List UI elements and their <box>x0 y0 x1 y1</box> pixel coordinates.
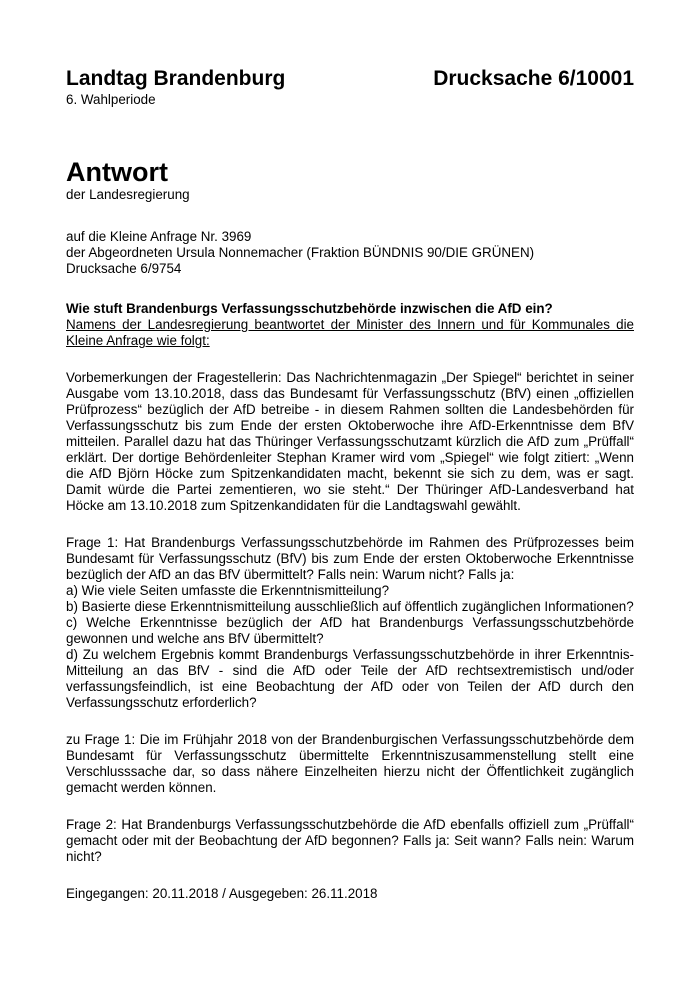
question-title: Wie stuft Brandenburgs Verfassungsschutzbehörde inzwischen die AfD ein? <box>66 301 553 316</box>
question-2-text: Frage 2: Hat Brandenburgs Verfassungsschutzbehörde die AfD ebenfalls offiziell zum „Prüffall“ gemacht oder mit der Beobachtung der AfD begonnen? Falls ja: Seit wann? Falls nein: Warum nicht? <box>66 817 634 864</box>
document-page <box>66 66 634 902</box>
inquiry-line: auf die Kleine Anfrage Nr. 3969 <box>66 229 252 244</box>
intro-statement: Namens der Landesregierung beantwortet der Minister des Innern und für Kommunales die Kleine Anfrage wie folgt: <box>66 317 634 348</box>
issuer-line: der Landesregierung <box>66 187 190 202</box>
question-1d: d) Zu welchem Ergebnis kommt Brandenburgs Verfassungsschutzbehörde in ihrer Erkenntnis-Mitteilung an das BfV - sind die AfD oder Teile der AfD rechtsextremistisch und/oder verfassungsfeindlich, ist eine Beobachtung der AfD oder von Teilen der AfD durch den Verfassungsschutz erforderlich? <box>66 647 634 710</box>
legislative-period: 6. Wahlperiode <box>66 92 156 107</box>
question-1a: a) Wie viele Seiten umfasste die Erkenntnismitteilung? <box>66 583 390 598</box>
preliminary-remarks: Vorbemerkungen der Fragestellerin: Das Nachrichtenmagazin „Der Spiegel“ berichtet in seiner Ausgabe vom 13.10.2018, dass das Bundesamt für Verfassungsschutz (BfV) einen „offiziellen Prüfprozess“ bezüglich der AfD betreibe - in diesem Rahmen sollten die Landesbehörden für Verfassungsschutz bis zum Ende der ersten Oktoberwoche ihre AfD-Erkenntnisse dem BfV mitteilen. Parallel dazu hat das Thüringer Verfassungsschutzamt kürzlich die AfD zum „Prüffall“ erklärt. Der dortige Behördenleiter Stephan Kramer wird vom „Spiegel“ wie folgt zitiert: „Wenn die AfD Björn Höcke zum Spitzenkandidaten macht, bekennt sie sich zu dem, was er sagt. Damit würde die Partei zementieren, wo sie steht.“ Der Thüringer AfD-Landesverband hat Höcke am 13.10.2018 zum Spitzenkandidaten für die Landtagswahl gewählt. <box>66 370 634 513</box>
member-line: der Abgeordneten Ursula Nonnemacher (Fraktion BÜNDNIS 90/DIE GRÜNEN) <box>66 245 535 260</box>
answer-1: zu Frage 1: Die im Frühjahr 2018 von der Brandenburgischen Verfassungsschutzbehörde dem Bundesamt für Verfassungsschutz übermittelte Erkenntniszusammenstellung stellt eine Verschlusssache dar, so dass nähere Einzelheiten hierzu nicht der Öffentlichkeit zugänglich gemacht werden können. <box>66 732 634 795</box>
document-type-title: Antwort <box>66 157 168 187</box>
reference-block <box>66 229 634 277</box>
question-1-text: Frage 1: Hat Brandenburgs Verfassungsschutzbehörde im Rahmen des Prüfprozesses beim Bundesamt für Verfassungsschutz (BfV) bis zum Ende der ersten Oktoberwoche Erkenntnisse bezüglich der AfD an das BfV übermittelt? Falls nein: Warum nicht? Falls ja: <box>66 535 634 582</box>
printed-matter-line: Drucksache 6/9754 <box>66 261 182 276</box>
footer-dates: Eingegangen: 20.11.2018 / Ausgegeben: 26.11.2018 <box>66 886 378 901</box>
document-header <box>66 66 634 92</box>
parliament-name: Landtag Brandenburg <box>66 67 286 90</box>
question-1c: c) Welche Erkenntnisse bezüglich der AfD hat Brandenburgs Verfassungsschutzbehörde gewonnen und welche ans BfV übermittelt? <box>66 615 634 646</box>
question-1b: b) Basierte diese Erkenntnismitteilung ausschließlich auf öffentlich zugänglichen Informationen? <box>66 599 634 614</box>
question-1-block <box>66 535 634 711</box>
document-number: Drucksache 6/10001 <box>433 67 634 90</box>
